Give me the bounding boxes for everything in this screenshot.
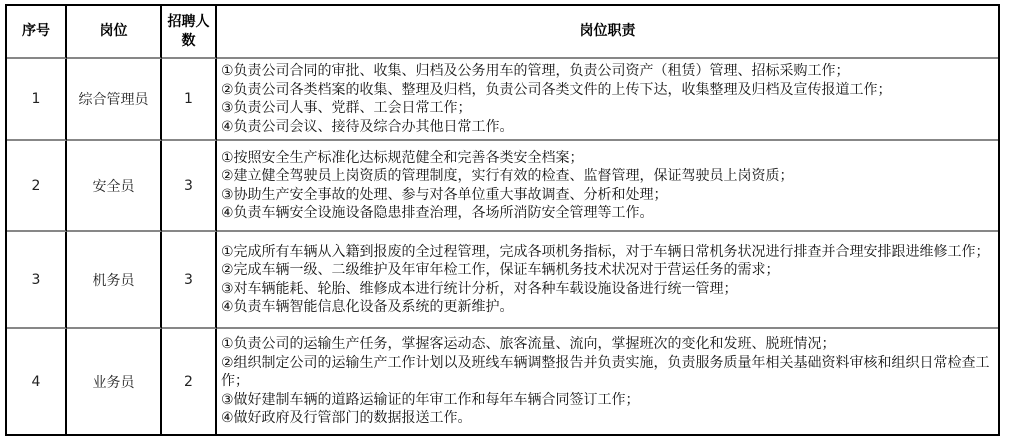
duty-line: ②建立健全驾驶员上岗资质的管理制度，实行有效的检查、监督管理，保证驾驶员上岗资质； [221,168,794,184]
cell-no: 4 [7,329,67,434]
table-body [7,59,998,434]
duty-line: ②组织制定公司的运输生产工作计划以及班线车辆调整报告并负责实施，负责服务质量年相关基础资料审核和组织日常检查工作； [221,354,990,390]
duty-line: ①负责公司的运输生产任务，掌握客运动态、旅客流量、流向，掌握班次的变化和发班、脱班情况； [221,336,836,353]
cell-duties [217,141,998,232]
duty-line: ④负责车辆安全设施设备隐患排查治理，各场所消防安全管理等工作。 [221,205,654,221]
duty-line: ③做好建制车辆的道路运输证的年审工作和每年车辆合同签订工作； [221,391,640,408]
duty-line: ④负责公司会议、接待及综合办其他日常工作。 [221,118,514,135]
cell-headcount: 3 [162,232,217,329]
cell-no: 1 [7,59,67,141]
duty-line: ①完成所有车辆从入籍到报废的全过程管理，完成各项机务指标，对于车辆日常机务状况进行排查并合理安排跟进维修工作； [221,243,990,260]
cell-headcount: 1 [162,59,217,141]
table-row [7,232,998,329]
cell-headcount: 3 [162,141,217,232]
cell-duties [217,59,998,141]
cell-duties [217,232,998,329]
duty-line: ①按照安全生产标准化达标规范健全和完善各类安全档案； [221,149,584,166]
duty-line: ①负责公司合同的审批、收集、归档及公务用车的管理，负责公司资产（租赁）管理、招标采购工作； [221,63,850,79]
cell-headcount: 2 [162,329,217,434]
header-headcount: 招聘人数 [162,6,217,59]
duty-line: ③负责公司人事、党群、工会日常工作； [221,100,472,116]
duty-line: ④做好政府及行管部门的数据报送工作。 [221,410,472,427]
table-row [7,329,998,434]
duty-line: ④负责车辆智能信息化设备及系统的更新维护。 [221,299,514,315]
duty-line: ②负责公司各类档案的收集、整理及归档，负责公司各类文件的上传下达，收集整理及归档及宣传报道工作； [221,81,892,98]
table-row [7,59,998,141]
header-duties: 岗位职责 [217,6,998,59]
cell-position: 安全员 [67,141,162,232]
duty-line: ②完成车辆一级、二级维护及年审年检工作，保证车辆机务技术状况对于营运任务的需求； [221,262,780,278]
cell-position: 业务员 [67,329,162,434]
cell-position: 综合管理员 [67,59,162,141]
table-row [7,141,998,232]
cell-duties [217,329,998,434]
header-no: 序号 [7,6,67,59]
table-header-row [7,6,998,59]
duty-line: ③对车辆能耗、轮胎、维修成本进行统计分析，对各种车载设施设备进行统一管理； [221,280,738,297]
recruitment-table [5,4,1000,436]
cell-no: 2 [7,141,67,232]
duty-line: ③协助生产安全事故的处理、参与对各单位重大事故调查、分析和处理； [221,186,668,203]
header-position: 岗位 [67,6,162,59]
cell-position: 机务员 [67,232,162,329]
cell-no: 3 [7,232,67,329]
